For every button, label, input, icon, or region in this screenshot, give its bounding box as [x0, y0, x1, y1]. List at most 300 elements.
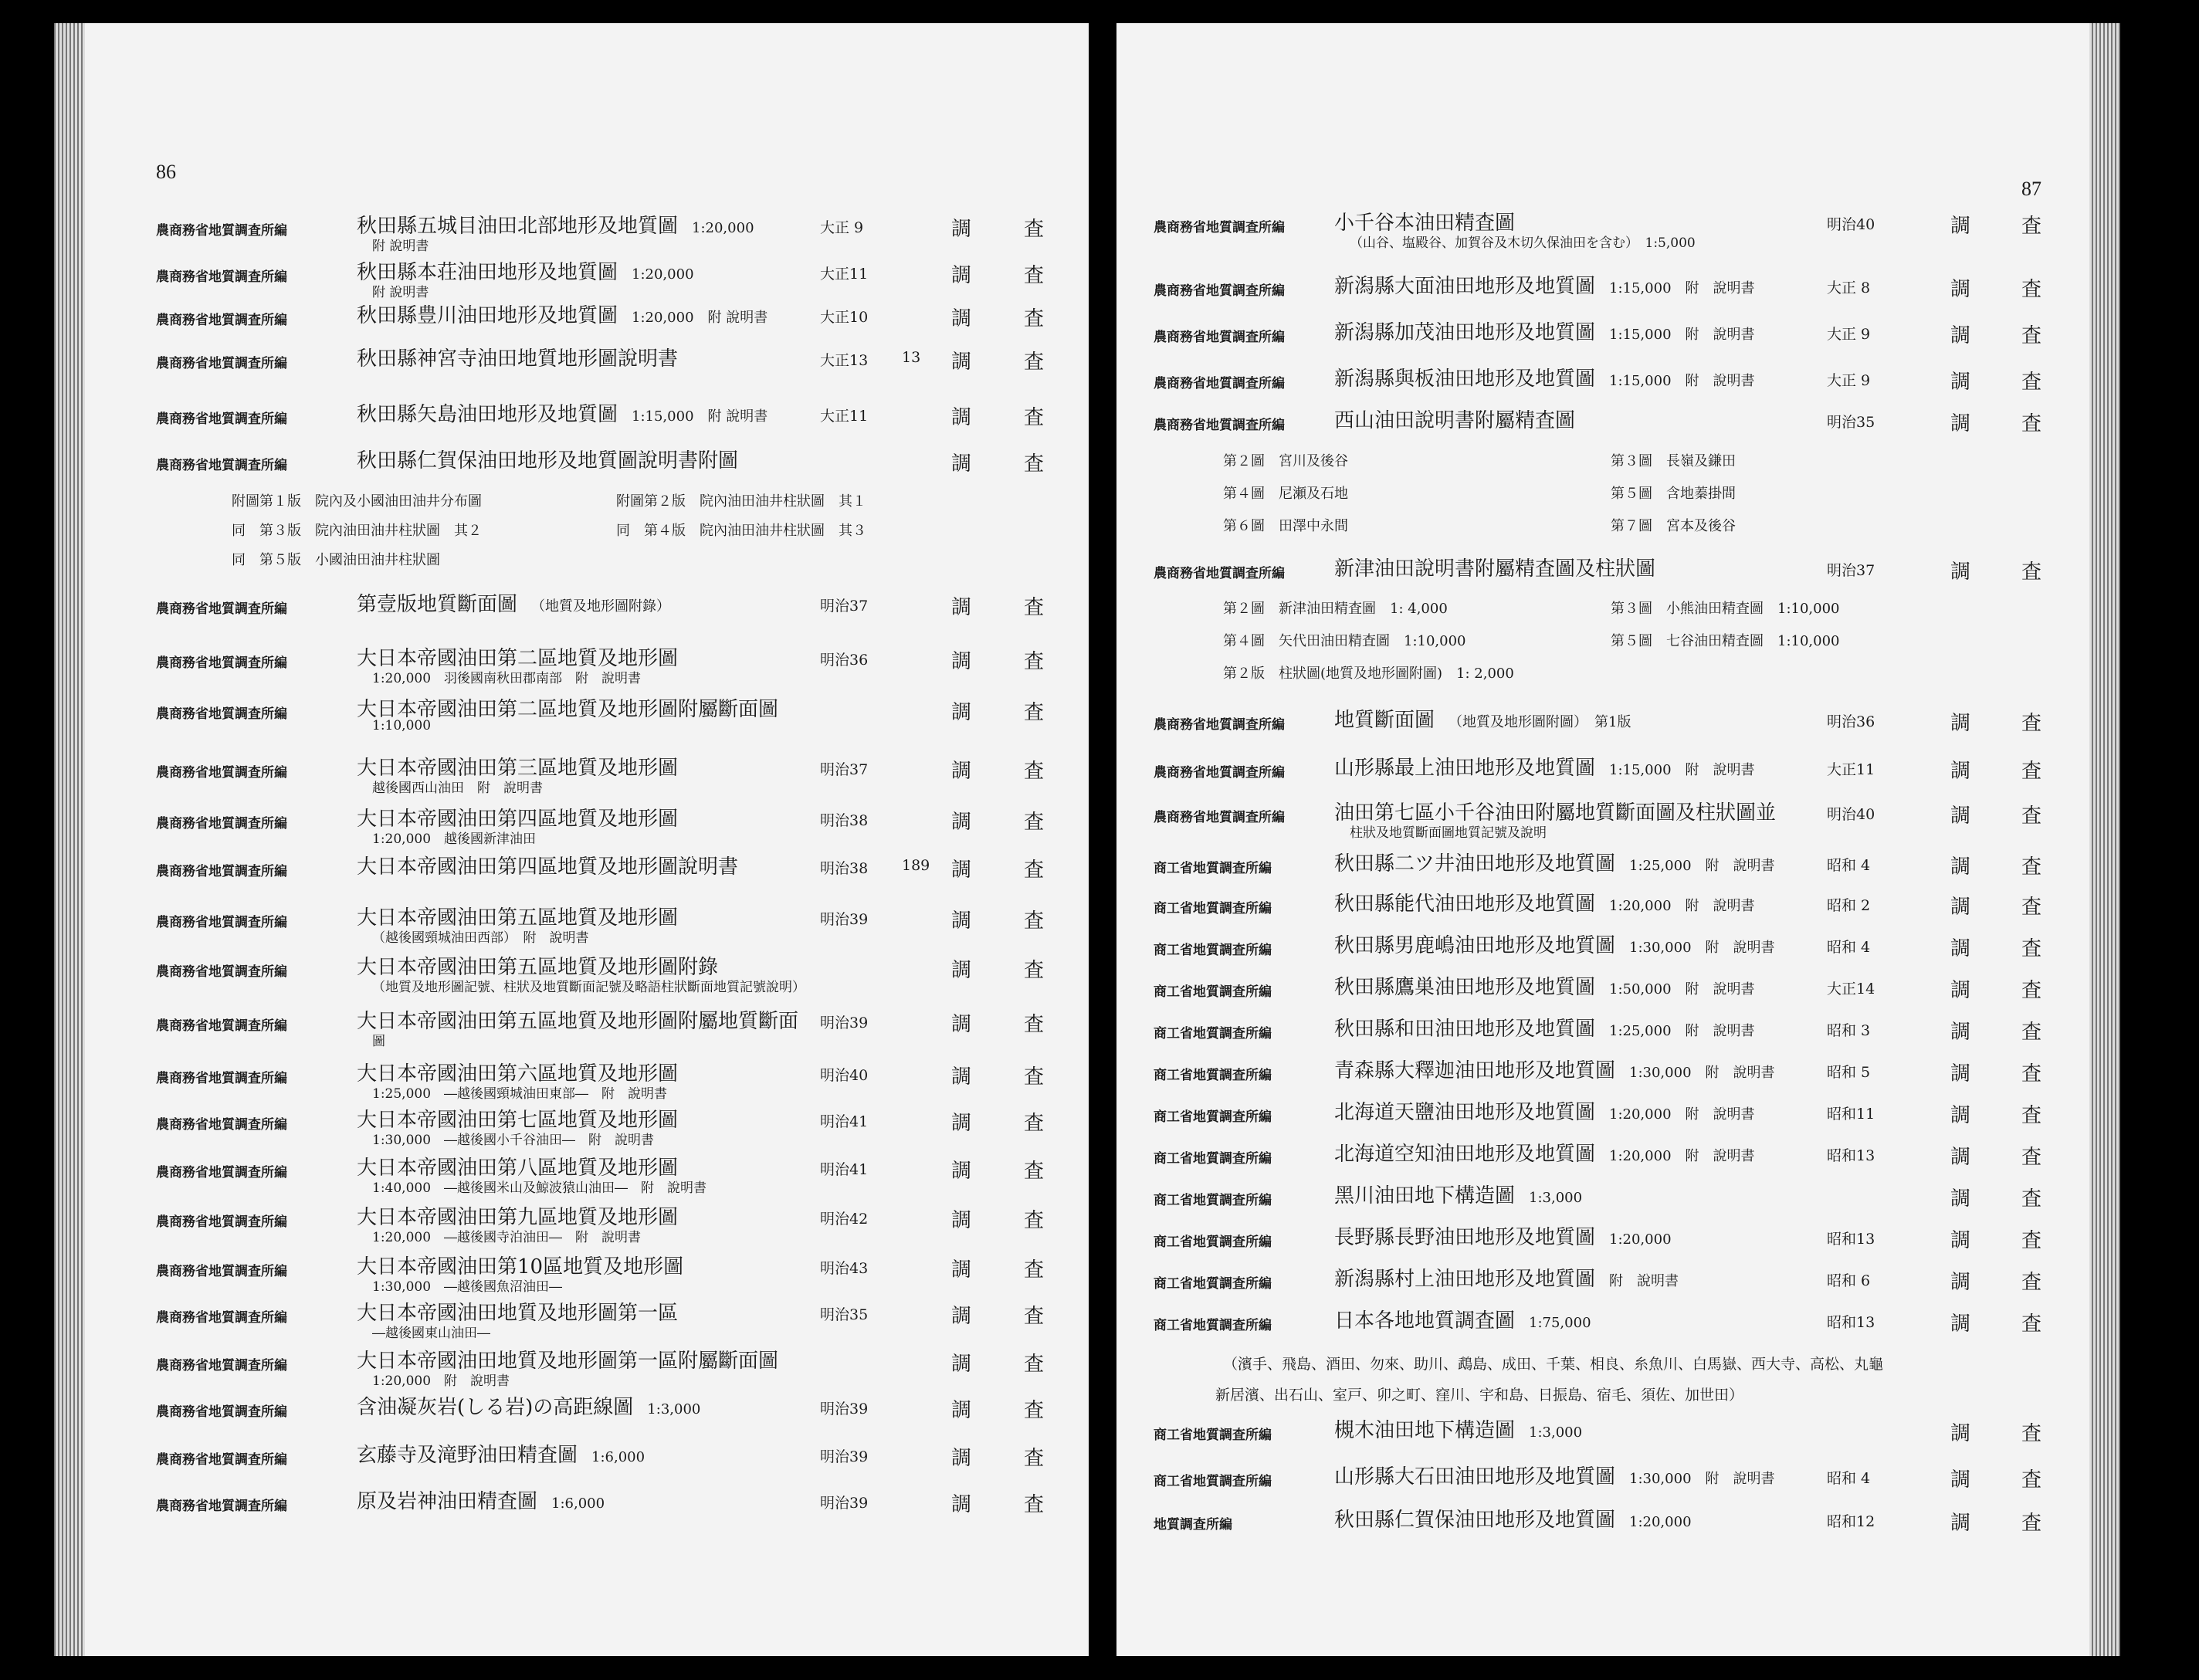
- status-mark: 調: [1950, 561, 1971, 584]
- date: 明治38: [820, 860, 869, 877]
- catalog-entry: [54, 692, 1089, 738]
- status-mark: 査: [1024, 406, 1045, 429]
- subtitle: 附 說明書: [372, 239, 429, 254]
- publisher: 商工省地質調査所編: [1154, 1318, 1272, 1333]
- status-mark: 査: [1024, 1493, 1045, 1516]
- status-mark: 査: [2021, 1271, 2042, 1294]
- title-text: 西山油田說明書附屬精査圖: [1334, 409, 1576, 432]
- title-text: 秋田縣鷹巣油田地形及地質圖: [1334, 976, 1596, 999]
- entry-title: [1334, 1504, 1692, 1533]
- entry-title: [1334, 930, 1775, 958]
- catalog-entry: [54, 1296, 1089, 1342]
- title-text: 大日本帝國油田第二區地質及地形圖附屬斷面圖: [357, 698, 779, 721]
- entry-title: [1334, 405, 1575, 433]
- status-mark: 調: [1950, 1468, 1971, 1492]
- scale: 1:6,000: [551, 1495, 605, 1512]
- appendix-note: 附 說明書: [707, 310, 768, 326]
- status-mark: 査: [2021, 1146, 2042, 1169]
- entry-title: [1334, 971, 1755, 1000]
- catalog-entry: [54, 1249, 1089, 1296]
- title-text: 大日本帝國油田第四區地質及地形圖說明書: [357, 855, 739, 879]
- title-text: 新潟縣村上油田地形及地質圖: [1334, 1268, 1596, 1291]
- catalog-entry: [1116, 1502, 2120, 1549]
- entry-title: [1334, 1138, 1755, 1167]
- scale: 1:30,000: [1629, 940, 1692, 956]
- entry-title: [1334, 1461, 1775, 1489]
- publisher: 農商務省地質調査所編: [156, 601, 287, 617]
- catalog-entry: [1116, 970, 2120, 1016]
- entry-title: [1334, 888, 1755, 916]
- status-mark: 査: [1024, 307, 1045, 330]
- entry-title: [1334, 1013, 1755, 1042]
- entry-title: [1334, 704, 1631, 733]
- title-text: 新潟縣大面油田地形及地質圖: [1334, 275, 1596, 298]
- status-mark: 調: [951, 760, 972, 783]
- publisher: 農商務省地質調査所編: [156, 412, 287, 427]
- status-mark: 調: [951, 307, 972, 330]
- date: 昭和 4: [1827, 939, 1871, 956]
- catalog-entry: [1116, 703, 2120, 749]
- status-mark: 査: [1024, 1065, 1045, 1089]
- publisher: 農商務省地質調査所編: [156, 1499, 287, 1514]
- appendix-item: 第２圖 新津油田精査圖 1: 4,000: [1223, 601, 1448, 617]
- scale: 1:20,000: [1609, 1231, 1672, 1248]
- title-text: 大日本帝國油田第二區地質及地形圖: [357, 647, 679, 670]
- appendix-item: 第７圖 宮本及後谷: [1611, 518, 1736, 534]
- publisher: 農商務省地質調査所編: [156, 915, 287, 930]
- publisher: 農商務省地質調査所編: [1154, 765, 1285, 781]
- entry-title: [357, 1439, 645, 1468]
- status-mark: 査: [2021, 937, 2042, 960]
- publisher: 農商務省地質調査所編: [156, 1404, 287, 1420]
- status-mark: 調: [951, 1353, 972, 1376]
- publisher: 農商務省地質調査所編: [156, 1214, 287, 1230]
- status-mark: 査: [2021, 1021, 2042, 1044]
- appendix-item: 同 第４版 院內油田油井柱狀圖 其３: [616, 523, 866, 539]
- status-mark: 調: [951, 351, 972, 374]
- status-mark: 査: [2021, 1468, 2042, 1492]
- catalog-entry: [54, 1102, 1089, 1149]
- title-text: 秋田縣五城目油田北部地形及地質圖: [357, 215, 679, 238]
- subtitle: 1:20,000 附 說明書: [372, 1373, 510, 1389]
- title-text: 秋田縣矢島油田地形及地質圖: [357, 403, 618, 426]
- status-mark: 調: [951, 1209, 972, 1232]
- catalog-entry: [1116, 886, 2120, 933]
- title-text: 日本各地地質調査圖: [1334, 1309, 1516, 1333]
- title-text: 秋田縣本荘油田地形及地質圖: [357, 261, 618, 284]
- title-text: 長野縣長野油田地形及地質圖: [1334, 1226, 1596, 1249]
- catalog-entry: [54, 1004, 1089, 1050]
- scale: 1:50,000: [1609, 981, 1672, 998]
- title-text: 第壹版地質斷面圖: [357, 593, 518, 616]
- catalog-entry: [1116, 1011, 2120, 1058]
- catalog-entry: [1116, 269, 2120, 315]
- status-mark: 調: [1950, 1021, 1971, 1044]
- publisher: 商工省地質調査所編: [1154, 984, 1272, 1000]
- publisher: 農商務省地質調査所編: [156, 1310, 287, 1326]
- publisher: 農商務省地質調査所編: [156, 1117, 287, 1133]
- subtitle: 1:40,000 ―越後國米山及鯨波猿山油田― 附 說明書: [372, 1180, 707, 1196]
- status-mark: 調: [1950, 1187, 1971, 1211]
- catalog-entry: [1116, 403, 2120, 449]
- entry-title: [1334, 317, 1755, 345]
- date: 明治39: [820, 911, 869, 928]
- status-mark: 査: [2021, 561, 2042, 584]
- appendix-item: 第３圖 小熊油田精査圖 1:10,000: [1611, 601, 1840, 617]
- date: 大正14: [1827, 981, 1875, 998]
- catalog-entry: [1116, 361, 2120, 408]
- scale: 1:15,000: [1609, 327, 1672, 343]
- status-mark: 調: [951, 811, 972, 834]
- catalog-entry: [1116, 846, 2120, 892]
- entry-title: [1334, 270, 1755, 299]
- publisher: 農商務省地質調査所編: [156, 864, 287, 879]
- status-mark: 査: [2021, 371, 2042, 394]
- date: 大正11: [1827, 761, 1875, 778]
- catalog-entry: [1116, 1220, 2120, 1266]
- title-text: 大日本帝國油田第六區地質及地形圖: [357, 1062, 679, 1086]
- status-mark: 査: [1024, 1305, 1045, 1328]
- status-mark: 調: [1950, 1062, 1971, 1086]
- date: 昭和 4: [1827, 857, 1871, 874]
- catalog-entry: [54, 1484, 1089, 1530]
- catalog-entry: [54, 750, 1089, 797]
- catalog-entry: [1116, 1136, 2120, 1183]
- appendix-note: 附 說明書: [1685, 327, 1755, 343]
- publisher: 農商務省地質調査所編: [1154, 566, 1285, 581]
- status-mark: 調: [1950, 1271, 1971, 1294]
- status-mark: 査: [1024, 760, 1045, 783]
- date: 明治37: [1827, 562, 1875, 579]
- entry-title: [1334, 1414, 1582, 1443]
- entry-title: [357, 300, 767, 328]
- entry-title: [357, 1005, 798, 1034]
- catalog-entry: [54, 801, 1089, 848]
- status-mark: 査: [1024, 909, 1045, 933]
- title-text: 大日本帝國油田地質及地形圖第一區附屬斷面圖: [357, 1350, 779, 1373]
- catalog-entry: [1116, 1303, 2120, 1350]
- status-mark: 調: [951, 1160, 972, 1183]
- status-mark: 査: [2021, 1187, 2042, 1211]
- publisher: 農商務省地質調査所編: [156, 1071, 287, 1086]
- date: 昭和 5: [1827, 1064, 1871, 1081]
- status-mark: 査: [2021, 760, 2042, 783]
- title-text: 北海道天鹽油田地形及地質圖: [1334, 1101, 1596, 1124]
- scale: 1:25,000: [1609, 1023, 1672, 1039]
- status-mark: 調: [1950, 712, 1971, 735]
- appendix-note: 附 說明書: [707, 408, 768, 425]
- publisher: 農商務省地質調査所編: [156, 1358, 287, 1373]
- publisher: 商工省地質調査所編: [1154, 1276, 1272, 1292]
- title-text: 含油凝灰岩(しる岩)の高距線圖: [357, 1396, 634, 1419]
- entry-title: [1334, 553, 1655, 581]
- scale: 1:3,000: [1529, 1424, 1583, 1441]
- scale: 1:15,000: [632, 408, 694, 425]
- status-mark: 調: [951, 218, 972, 241]
- page-count: 13: [902, 349, 921, 366]
- title-text: 山形縣大石田油田地形及地質圖: [1334, 1465, 1616, 1489]
- date: 昭和11: [1827, 1106, 1875, 1123]
- title-text: 秋田縣仁賀保油田地形及地質圖: [1334, 1509, 1616, 1532]
- catalog-entry: [1116, 928, 2120, 974]
- status-mark: 調: [951, 1447, 972, 1470]
- date: 明治36: [1827, 713, 1875, 730]
- entry-title: [357, 343, 678, 371]
- entry-title: [1334, 1305, 1591, 1333]
- subtitle: 1:10,000: [372, 718, 432, 733]
- publisher: 農商務省地質調査所編: [1154, 330, 1285, 345]
- appendix-note: 附 說明書: [1685, 981, 1755, 998]
- catalog-entry: [1116, 1413, 2120, 1459]
- status-mark: 査: [1024, 859, 1045, 882]
- status-mark: 査: [1024, 1399, 1045, 1422]
- status-mark: 査: [2021, 215, 2042, 238]
- status-mark: 査: [2021, 324, 2042, 347]
- catalog-entry: [1116, 1262, 2120, 1308]
- status-mark: 査: [1024, 701, 1045, 724]
- date: 昭和 2: [1827, 897, 1871, 914]
- status-mark: 調: [1950, 1229, 1971, 1252]
- status-mark: 調: [951, 650, 972, 673]
- publisher: 農商務省地質調査所編: [156, 655, 287, 671]
- publisher: 商工省地質調査所編: [1154, 943, 1272, 958]
- scale: 1:20,000: [632, 310, 694, 326]
- date: 明治35: [820, 1306, 869, 1323]
- entry-title: [357, 1391, 700, 1420]
- appendix-item: 附圖第２版 院內油田油井柱狀圖 其１: [616, 493, 866, 510]
- date: 大正 9: [820, 219, 864, 236]
- appendix-note: （地質及地形圖附圖） 第1版: [1448, 714, 1631, 730]
- status-mark: 調: [1950, 979, 1971, 1002]
- status-mark: 査: [1024, 264, 1045, 287]
- catalog-entry: [54, 1390, 1089, 1436]
- title-text: 新津油田說明書附屬精査圖及柱狀圖: [1334, 557, 1656, 581]
- catalog-entry: [1116, 1053, 2120, 1099]
- appendix-note: 附 說明書: [1705, 1065, 1775, 1081]
- catalog-entry: [54, 641, 1089, 687]
- publisher: 農商務省地質調査所編: [156, 765, 287, 781]
- status-mark: 査: [2021, 896, 2042, 919]
- status-mark: 査: [1024, 1112, 1045, 1135]
- entry-title: [357, 588, 670, 617]
- publisher: 農商務省地質調査所編: [1154, 283, 1285, 299]
- publisher: 農商務省地質調査所編: [156, 313, 287, 328]
- right-page: [1116, 23, 2120, 1656]
- publisher: 農商務省地質調査所編: [156, 816, 287, 832]
- status-mark: 調: [1950, 937, 1971, 960]
- appendix-item: 附圖第１版 院內及小國油田油井分布圖: [232, 493, 482, 510]
- publisher: 商工省地質調査所編: [1154, 901, 1272, 916]
- scale: 1:30,000: [1629, 1471, 1692, 1487]
- date: 昭和 6: [1827, 1272, 1871, 1289]
- status-mark: 査: [1024, 1160, 1045, 1183]
- appendix-note: （地質及地形圖附錄）: [531, 598, 671, 615]
- title-text: 原及岩神油田精査圖: [357, 1490, 538, 1513]
- appendix-item: 第４圖 尼瀬及石地: [1223, 486, 1348, 502]
- entry-title: [357, 851, 738, 879]
- catalog-entry: [54, 397, 1089, 443]
- subtitle: （山谷、塩殿谷、加賀谷及木切久保油田を含む） 1:5,000: [1350, 235, 1696, 251]
- status-mark: 査: [2021, 1422, 2042, 1445]
- subtitle: 越後國西山油田 附 說明書: [372, 781, 543, 796]
- status-mark: 査: [2021, 712, 2042, 735]
- title-text: 大日本帝國油田第五區地質及地形圖: [357, 906, 679, 930]
- appendix-note: 附 說明書: [1685, 280, 1755, 296]
- status-mark: 調: [1950, 760, 1971, 783]
- status-mark: 査: [1024, 1013, 1045, 1036]
- status-mark: 調: [1950, 1104, 1971, 1127]
- title-text: 新潟縣與板油田地形及地質圖: [1334, 368, 1596, 391]
- status-mark: 査: [2021, 979, 2042, 1002]
- status-mark: 査: [2021, 1104, 2042, 1127]
- appendix-note: 附 說明書: [1685, 373, 1755, 389]
- date: 明治40: [820, 1067, 869, 1084]
- entry-title: [1334, 1263, 1679, 1292]
- appendix-item: 同 第５版 小國油田油井柱狀圖: [232, 552, 440, 568]
- appendix-note: 附 說明書: [1705, 858, 1775, 874]
- status-mark: 査: [1024, 218, 1045, 241]
- status-mark: 調: [951, 1258, 972, 1282]
- appendix-item: 第５圖 含地蓁掛間: [1611, 486, 1736, 502]
- entry-title: [357, 1485, 605, 1514]
- status-mark: 調: [951, 1112, 972, 1135]
- catalog-entry: [1116, 551, 2120, 598]
- appendix-item: 第５圖 七谷油田精査圖 1:10,000: [1611, 633, 1840, 649]
- title-text: 大日本帝國油田地質及地形圖第一區: [357, 1302, 679, 1325]
- scale: 1:15,000: [1609, 373, 1672, 389]
- appendix-item: 第６圖 田澤中永間: [1223, 518, 1348, 534]
- title-text: 青森縣大釋迦油田地形及地質圖: [1334, 1059, 1616, 1082]
- date: 大正11: [820, 408, 869, 425]
- scale: 1:3,000: [647, 1401, 701, 1418]
- catalog-entry: [54, 1056, 1089, 1102]
- scale: 1:6,000: [591, 1449, 645, 1465]
- status-mark: 調: [951, 1399, 972, 1422]
- publisher: 農商務省地質調査所編: [1154, 418, 1285, 433]
- date: 明治42: [820, 1211, 869, 1228]
- status-mark: 調: [951, 1013, 972, 1036]
- publisher: 農商務省地質調査所編: [156, 1452, 287, 1468]
- title-text: 大日本帝國油田第九區地質及地形圖: [357, 1206, 679, 1229]
- date: 明治37: [820, 598, 869, 615]
- title-text: 黑川油田地下構造圖: [1334, 1184, 1516, 1208]
- status-mark: 調: [951, 1493, 972, 1516]
- subtitle: （越後國頸城油田西部） 附 說明書: [372, 930, 589, 946]
- catalog-entry: [54, 443, 1089, 489]
- status-mark: 調: [1950, 1512, 1971, 1535]
- page-count: 189: [902, 857, 930, 874]
- date: 明治39: [820, 1014, 869, 1031]
- catalog-entry: [54, 341, 1089, 388]
- title-text: 秋田縣能代油田地形及地質圖: [1334, 892, 1596, 916]
- page-number: 87: [2021, 178, 2041, 200]
- title-text: 山形縣最上油田地形及地質圖: [1334, 757, 1596, 780]
- publisher: 農商務省地質調査所編: [1154, 376, 1285, 391]
- status-mark: 査: [2021, 804, 2042, 828]
- catalog-entry: [54, 950, 1089, 996]
- entry-title: [1334, 1180, 1582, 1208]
- status-mark: 査: [1024, 811, 1045, 834]
- status-mark: 査: [1024, 452, 1045, 476]
- publisher: 商工省地質調査所編: [1154, 1193, 1272, 1208]
- publisher: 商工省地質調査所編: [1154, 1235, 1272, 1250]
- date: 明治39: [820, 1495, 869, 1512]
- status-mark: 調: [951, 452, 972, 476]
- subtitle: 1:25,000 ―越後國頸城油田東部― 附 說明書: [372, 1086, 668, 1102]
- status-mark: 査: [2021, 1512, 2042, 1535]
- date: 昭和13: [1827, 1231, 1875, 1248]
- status-mark: 査: [1024, 596, 1045, 619]
- catalog-entry: [1116, 750, 2120, 797]
- status-mark: 調: [951, 406, 972, 429]
- appendix-note: 附 說明書: [1685, 1106, 1755, 1123]
- status-mark: 査: [2021, 412, 2042, 435]
- status-mark: 調: [951, 959, 972, 982]
- status-mark: 調: [1950, 804, 1971, 828]
- catalog-entry: [54, 587, 1089, 633]
- left-page: [54, 23, 1089, 1656]
- subtitle: 柱狀及地質斷面圖地質記號及說明: [1350, 825, 1547, 841]
- status-mark: 調: [1950, 324, 1971, 347]
- scale: 1:20,000: [692, 220, 754, 236]
- entry-title: [357, 445, 738, 473]
- scale: 1:20,000: [1609, 898, 1672, 914]
- publisher: 農商務省地質調査所編: [156, 1165, 287, 1180]
- subtitle: 1:20,000 越後國新津油田: [372, 832, 537, 847]
- publisher: 農商務省地質調査所編: [156, 356, 287, 371]
- subtitle: 附 說明書: [372, 285, 429, 300]
- status-mark: 調: [1950, 896, 1971, 919]
- publisher: 農商務省地質調査所編: [156, 1264, 287, 1279]
- date: 明治38: [820, 812, 869, 829]
- scale: 1:15,000: [1609, 762, 1672, 778]
- appendix-item: 同 第３版 院內油田油井柱狀圖 其２: [232, 523, 482, 539]
- date: 大正11: [820, 266, 869, 283]
- date: 明治37: [820, 761, 869, 778]
- publisher: 農商務省地質調査所編: [156, 269, 287, 285]
- subtitle: ―越後國東山油田―: [372, 1326, 490, 1341]
- date: 明治39: [820, 1401, 869, 1418]
- date: 明治40: [1827, 216, 1875, 233]
- appendix-note: 附 說明書: [1705, 1471, 1775, 1487]
- appendix-item: 第３圖 長嶺及鎌田: [1611, 453, 1736, 469]
- locality-note: 新居濱、出石山、室戸、卯之町、窪川、宇和島、日振島、宿毛、須佐、加世田）: [1215, 1387, 1744, 1404]
- subtitle: 1:30,000 ―越後國小千谷油田― 附 說明書: [372, 1133, 655, 1148]
- date: 大正10: [820, 309, 869, 326]
- status-mark: 調: [951, 701, 972, 724]
- appendix-item: 第２圖 宮川及後谷: [1223, 453, 1348, 469]
- date: 明治39: [820, 1448, 869, 1465]
- status-mark: 調: [1950, 215, 1971, 238]
- status-mark: 調: [1950, 1312, 1971, 1336]
- publisher: 農商務省地質調査所編: [156, 706, 287, 722]
- catalog-entry: [1116, 1459, 2120, 1506]
- publisher: 商工省地質調査所編: [1154, 1428, 1272, 1443]
- status-mark: 査: [2021, 1062, 2042, 1086]
- status-mark: 査: [1024, 650, 1045, 673]
- date: 明治41: [820, 1161, 869, 1178]
- locality-note: （濱手、飛島、酒田、勿來、助川、鵡島、成田、千葉、相良、糸魚川、白馬嶽、西大寺、高松、丸龜: [1223, 1356, 1884, 1373]
- status-mark: 調: [1950, 278, 1971, 301]
- catalog-entry: [54, 1200, 1089, 1246]
- subtitle: 1:20,000 羽後國南秋田郡南部 附 說明書: [372, 671, 642, 686]
- title-text: 秋田縣仁賀保油田地形及地質圖說明書附圖: [357, 449, 739, 472]
- status-mark: 調: [1950, 371, 1971, 394]
- date: 明治35: [1827, 414, 1875, 431]
- scale: 1:3,000: [1529, 1190, 1583, 1206]
- title-text: 秋田縣男鹿嶋油田地形及地質圖: [1334, 934, 1616, 957]
- appendix-note: 附 說明書: [1705, 940, 1775, 956]
